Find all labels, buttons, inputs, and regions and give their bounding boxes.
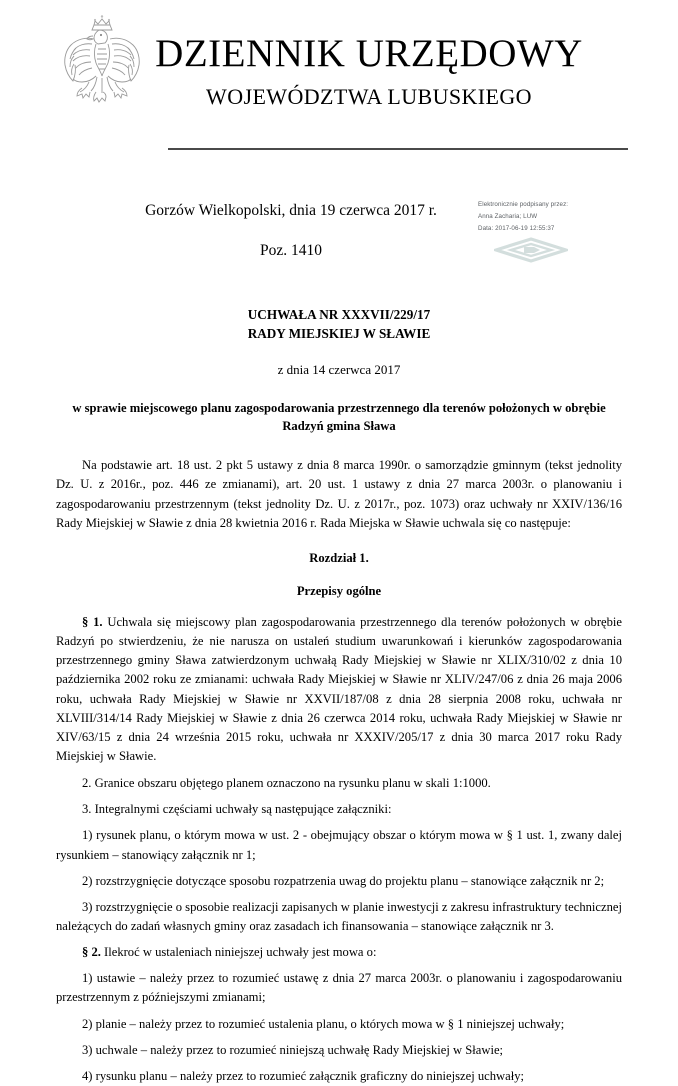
section-2-paragraph xyxy=(56,943,622,962)
section-1-item-3-2: 2) rozstrzygnięcie dotyczące sposobu rozpatrzenia uwag do projektu planu – stanowiące załącznik nr 2; xyxy=(82,873,605,888)
section-2-item-4: 4) rysunku planu – należy przez to rozumieć załącznik graficzny do niniejszej uchwały; xyxy=(82,1068,524,1083)
signature-signer-name: Anna Zacharia; LUW xyxy=(478,213,538,221)
document-body xyxy=(56,456,622,1086)
masthead-divider xyxy=(168,148,628,150)
section-1-text: Uchwala się miejscowy plan zagospodarowania przestrzennego dla terenów położonych w obrębie Radzyń po stwierdzeniu, że nie narusza on ustaleń studium uwarunkowań i kierunków zagospodarowania przestrzennego gminy Sława zatwierdzonym uchwałą Rady Miejskiej w Sławie nr XLIX/310/02 z dnia 10 października 2002 roku ze zmianami: uchwała Rady Miejskiej w Sławie nr XLIV/247/06 z dnia 26 maja 2006 roku, uchwała Rady Miejskiej w Sławie nr XXVII/187/08 z dnia 28 sierpnia 2008 roku, uchwała nr XLVIII/314/14 Rady Miejskiej w Sławie z dnia 26 czerwca 2014 roku, uchwała Rady Miejskiej w Sławie nr XIV/63/15 z dnia 24 września 2015 roku, uchwała nr XXXIV/205/17 z dnia 30 marca 2017 roku Rady Miejskiej w Sławie. xyxy=(56,615,622,764)
section-2-text: Ilekroć w ustaleniach niniejszej uchwały jest mowa o: xyxy=(100,945,377,960)
section-1-item-3-3: 3) rozstrzygnięcie o sposobie realizacji zapisanych w planie inwestycji z zakresu infrastruktury technicznej należących do zadań własnych gminy oraz zasadach ich finansowania – stanowiące załącznik nr 3. xyxy=(56,899,622,934)
section-2-item-2: 2) planie – należy przez to rozumieć ustalenia planu, o których mowa w § 1 niniejszej uchwały; xyxy=(82,1016,565,1031)
resolution-authority: RADY MIEJSKIEJ W SŁAWIE xyxy=(247,325,431,341)
chapter-heading: Rozdział 1. xyxy=(309,550,369,565)
issue-block xyxy=(56,202,622,280)
signature-signed-by: Elektronicznie podpisany przez: xyxy=(478,201,569,208)
resolution-subject-line1: w sprawie miejscowego planu zagospodarowania przestrzennego dla terenów położonych w obrębie xyxy=(72,401,606,416)
masthead xyxy=(56,0,622,146)
issue-place-date: Gorzów Wielkopolski, dnia 19 czerwca 2017 r. xyxy=(145,202,437,219)
section-2-mark: § 2. xyxy=(82,945,101,960)
resolution-subject-line2: Radzyń gmina Sława xyxy=(282,419,396,434)
resolution-date: z dnia 14 czerwca 2017 xyxy=(277,362,401,378)
signature-diamond-logo-icon xyxy=(494,237,568,263)
chapter-subheading: Przepisy ogólne xyxy=(296,583,382,598)
polish-eagle-emblem-icon xyxy=(56,8,148,116)
legal-basis-paragraph: Na podstawie art. 18 ust. 2 pkt 5 ustawy z dnia 8 marca 1990r. o samorządzie gminnym (tekst jednolity Dz. U. z 2016r., poz. 446 ze zmianami), art. 20 ust. 1 ustawy z dnia 27 marca 2003r. o planowaniu i zagospodarowaniu przestrzennym (tekst jednolity Dz. U. z 2017r., poz. 1073) oraz uchwały nr XXIV/136/16 Rady Miejskiej w Sławie z dnia 28 kwietnia 2016 r. Rada Miejska w Sławie uchwala się co następuje: xyxy=(56,458,622,530)
resolution-title xyxy=(56,306,622,343)
section-2-item-3: 3) uchwale – należy przez to rozumieć niniejszą uchwałę Rady Miejskiej w Sławie; xyxy=(82,1042,504,1057)
section-1-item-3-1: 1) rysunek planu, o którym mowa w ust. 2 - obejmujący obszar o którym mowa w § 1 ust. 1, zwany dalej rysunkiem – stanowiący załącznik nr 1; xyxy=(56,828,622,862)
issue-position: Poz. 1410 xyxy=(260,242,322,259)
gazette-title: DZIENNIK URZĘDOWY xyxy=(155,32,583,75)
section-1-paragraph xyxy=(56,613,622,766)
section-1-item-3: 3. Integralnymi częściami uchwały są następujące załączniki: xyxy=(82,802,392,817)
electronic-signature-block xyxy=(478,199,632,263)
section-1-item-2: 2. Granice obszaru objętego planem oznaczono na rysunku planu w skali 1:1000. xyxy=(82,776,491,791)
section-1-mark: § 1. xyxy=(82,615,103,630)
section-2-item-1: 1) ustawie – należy przez to rozumieć ustawę z dnia 27 marca 2003r. o planowaniu i zagospodarowaniu przestrzennym z późniejszymi zmianami; xyxy=(56,971,622,1005)
resolution-subject xyxy=(56,400,622,436)
signature-date: Data: 2017-06-19 12:55:37 xyxy=(478,225,555,233)
resolution-number: UCHWAŁA NR XXXVII/229/17 xyxy=(247,307,431,322)
gazette-subtitle: WOJEWÓDZTWA LUBUSKIEGO xyxy=(206,83,532,109)
